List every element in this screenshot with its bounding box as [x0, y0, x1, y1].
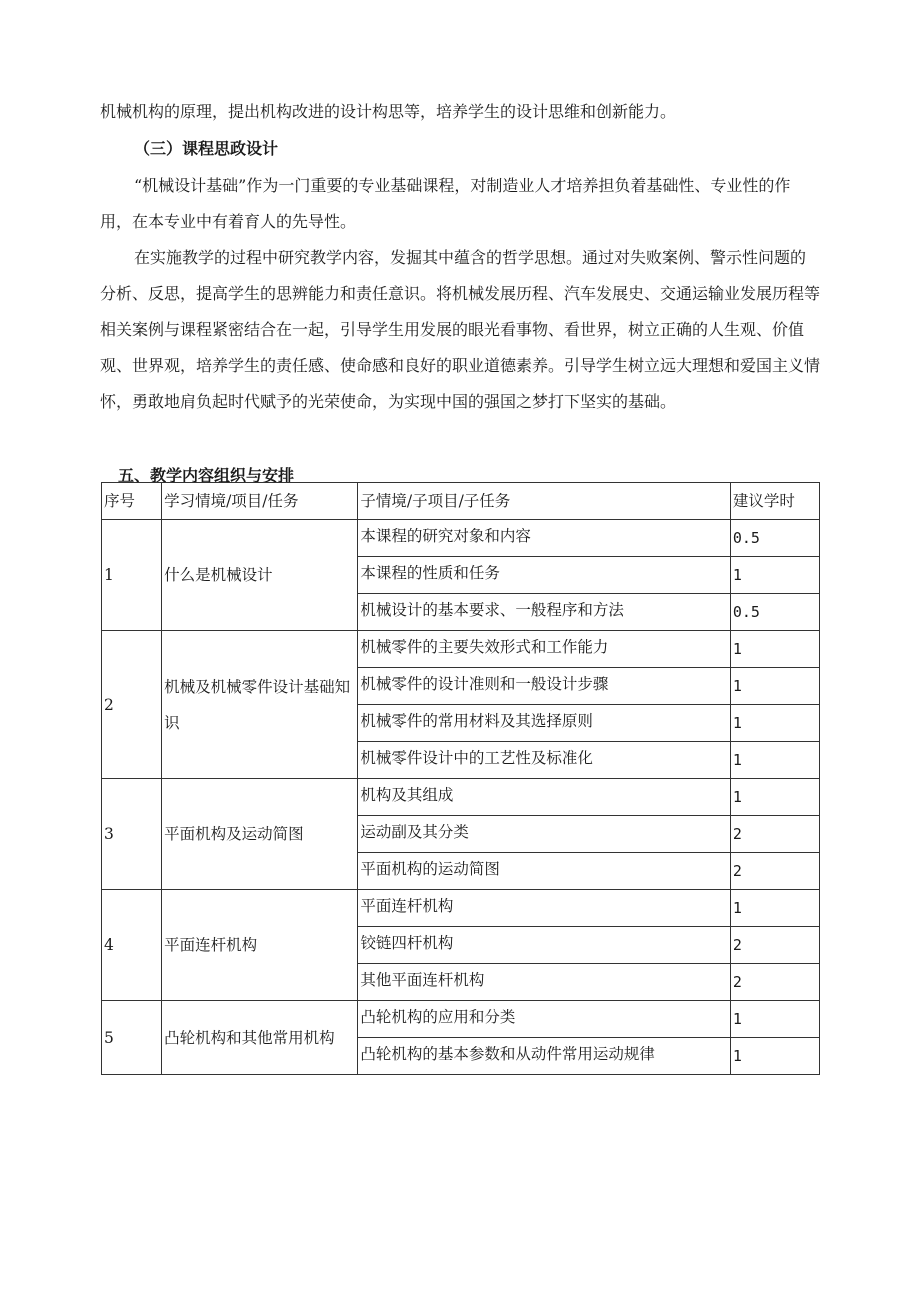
group-no: 4 — [102, 890, 162, 1001]
group-no: 5 — [102, 1001, 162, 1075]
sub-hours: 2 — [730, 853, 819, 890]
sub-hours: 1 — [730, 705, 819, 742]
sub-hours: 1 — [730, 890, 819, 927]
table-row — [102, 779, 820, 816]
sub-hours: 0.5 — [730, 520, 819, 557]
sub-name: 本课程的性质和任务 — [358, 557, 731, 594]
section5-heading: 五、教学内容组织与安排 — [118, 466, 295, 485]
section3-paragraph-1: “机械设计基础”作为一门重要的专业基础课程，对制造业人才培养担负着基础性、专业性的作用，在本专业中有着育人的先导性。 — [100, 176, 791, 231]
section3-heading: （三）课程思政设计 — [134, 139, 279, 158]
sub-name: 本课程的研究对象和内容 — [358, 520, 731, 557]
table-row — [102, 1001, 820, 1038]
sub-hours: 1 — [730, 557, 819, 594]
sub-name: 机构及其组成 — [358, 779, 731, 816]
intro-tail-paragraph: 机械机构的原理，提出机构改进的设计构思等，培养学生的设计思维和创新能力。 — [100, 102, 677, 121]
header-hours: 建议学时 — [730, 483, 819, 520]
sub-hours: 2 — [730, 964, 819, 1001]
group-no: 3 — [102, 779, 162, 890]
sub-hours: 2 — [730, 816, 819, 853]
sub-hours: 1 — [730, 742, 819, 779]
header-subtask: 子情境/子项目/子任务 — [358, 483, 731, 520]
table-row — [102, 890, 820, 927]
sub-name: 其他平面连杆机构 — [358, 964, 731, 1001]
sub-name: 凸轮机构的基本参数和从动件常用运动规律 — [358, 1038, 731, 1075]
group-title: 平面机构及运动简图 — [162, 779, 358, 890]
sub-hours: 1 — [730, 779, 819, 816]
course-arrangement-table — [101, 482, 820, 1075]
sub-hours: 1 — [730, 1038, 819, 1075]
sub-name: 平面机构的运动简图 — [358, 853, 731, 890]
table-row — [102, 631, 820, 668]
group-title: 什么是机械设计 — [162, 520, 358, 631]
sub-hours: 1 — [730, 668, 819, 705]
table-header-row — [102, 483, 820, 520]
header-task: 学习情境/项目/任务 — [162, 483, 358, 520]
group-no: 2 — [102, 631, 162, 779]
sub-hours: 1 — [730, 631, 819, 668]
sub-name: 机械零件的主要失效形式和工作能力 — [358, 631, 731, 668]
sub-name: 机械零件的设计准则和一般设计步骤 — [358, 668, 731, 705]
header-no: 序号 — [102, 483, 162, 520]
sub-name: 铰链四杆机构 — [358, 927, 731, 964]
sub-name: 平面连杆机构 — [358, 890, 731, 927]
table-row — [102, 520, 820, 557]
sub-name: 机械零件设计中的工艺性及标准化 — [358, 742, 731, 779]
sub-hours: 1 — [730, 1001, 819, 1038]
section3-paragraph-2: 在实施教学的过程中研究教学内容，发掘其中蕴含的哲学思想。通过对失败案例、警示性问题的分析、反思，提高学生的思辨能力和责任意识。将机械发展历程、汽车发展史、交通运输业发展历程等相关案例与课程紧密结合在一起，引导学生用发展的眼光看事物、看世界，树立正确的人生观、价值观、世界观，培养学生的责任感、使命感和良好的职业道德素养。引导学生树立远大理想和爱国主义情怀，勇敢地肩负起时代赋予的光荣使命，为实现中国的强国之梦打下坚实的基础。 — [100, 248, 821, 411]
group-no: 1 — [102, 520, 162, 631]
sub-name: 凸轮机构的应用和分类 — [358, 1001, 731, 1038]
sub-hours: 2 — [730, 927, 819, 964]
sub-name: 运动副及其分类 — [358, 816, 731, 853]
sub-hours: 0.5 — [730, 594, 819, 631]
sub-name: 机械设计的基本要求、一般程序和方法 — [358, 594, 731, 631]
group-title: 机械及机械零件设计基础知识 — [162, 631, 358, 779]
sub-name: 机械零件的常用材料及其选择原则 — [358, 705, 731, 742]
group-title: 平面连杆机构 — [162, 890, 358, 1001]
group-title: 凸轮机构和其他常用机构 — [162, 1001, 358, 1075]
